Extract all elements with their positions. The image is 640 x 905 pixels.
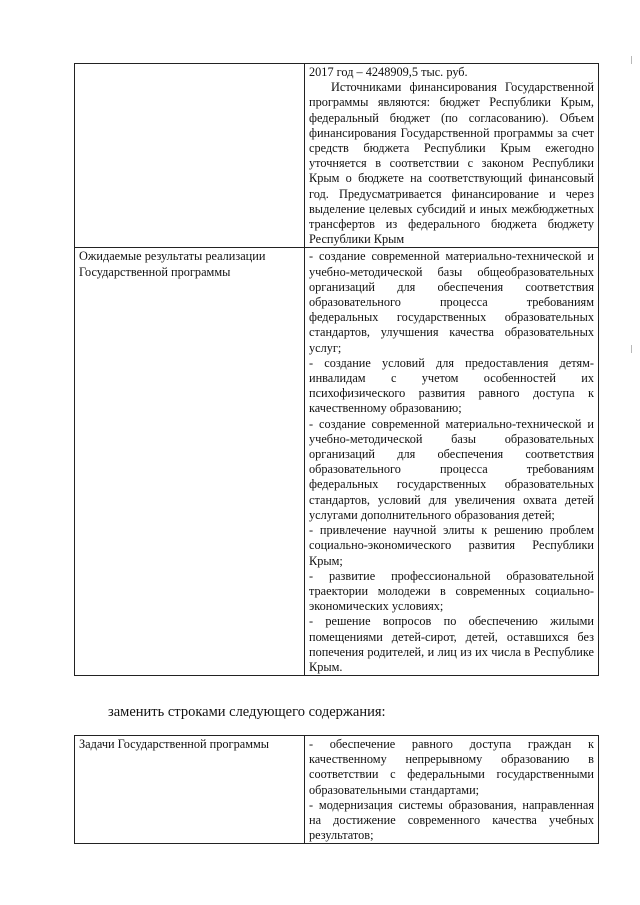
expected-result-item: - развитие профессиональной образовательной траектории молодежи в современных социально-экономических условиях;	[309, 568, 594, 614]
scan-margin-mark	[631, 56, 632, 64]
table-row-program-tasks	[75, 736, 599, 844]
expected-result-item: - создание условий для предоставления детям-инвалидам с учетом особенностей их психофизического развития равного доступа к качественному образованию;	[309, 355, 594, 416]
financing-sources-paragraph: Источниками финансирования Государственной программы являются: бюджет Республики Крым, федеральный бюджет (по согласованию). Объем финансирования Государственной программы за счет средств бюджета Республики Крым ежегодно уточняется в соответствии с законом Республики Крым о бюджете на соответствующий финансовый год. Предусматривается финансирование и через выделение целевых субсидий и иных межбюджетных трансфертов из федерального бюджета бюджету Республики Крым	[309, 80, 594, 247]
expected-result-item: - решение вопросов по обеспечению жилыми помещениями детей-сирот, детей, оставшихся без попечения родителей, и лиц из их числа в Республике Крым.	[309, 614, 594, 674]
row-label-program-tasks: Задачи Государственной программы	[75, 736, 305, 844]
scan-margin-mark	[631, 345, 632, 353]
financing-text-cell	[305, 64, 599, 248]
program-task-item: - обеспечение равного доступа граждан к качественному непрерывному образованию в соответствии с федеральными государственными образовательными стандартами;	[309, 737, 594, 797]
expected-result-item: - создание современной материально-технической и учебно-методической базы общеобразовательных организаций для обеспечения соответствия образовательного процесса требованиям федеральных государственных образовательных стандартов, улучшения качества образовательных услуг;	[309, 249, 594, 355]
row-label-expected-results: Ожидаемые результаты реализации Государственной программы	[75, 248, 305, 676]
program-tasks-cell	[305, 736, 599, 844]
program-passport-table-new	[74, 735, 599, 844]
program-task-item: - модернизация системы образования, направленная на достижение современного качества учебных результатов;	[309, 797, 594, 843]
table-row-expected-results	[75, 248, 599, 676]
expected-result-item: - создание современной материально-технической и учебно-методической базы образовательных организаций для обеспечения соответствия образовательного процесса требованиям федеральных государственных образовательных стандартов, условий для увеличения охвата детей услугами дополнительного образования детей;	[309, 416, 594, 522]
row-label-financing	[75, 64, 305, 248]
financing-2017-line: 2017 год – 4248909,5 тыс. руб.	[309, 65, 468, 79]
expected-results-cell	[305, 248, 599, 676]
expected-result-item: - привлечение научной элиты к решению проблем социально-экономического развития Республики Крым;	[309, 523, 594, 568]
table-row-financing	[75, 64, 599, 248]
replace-instruction-text: заменить строками следующего содержания:	[108, 704, 386, 720]
program-passport-table-old	[74, 63, 599, 676]
